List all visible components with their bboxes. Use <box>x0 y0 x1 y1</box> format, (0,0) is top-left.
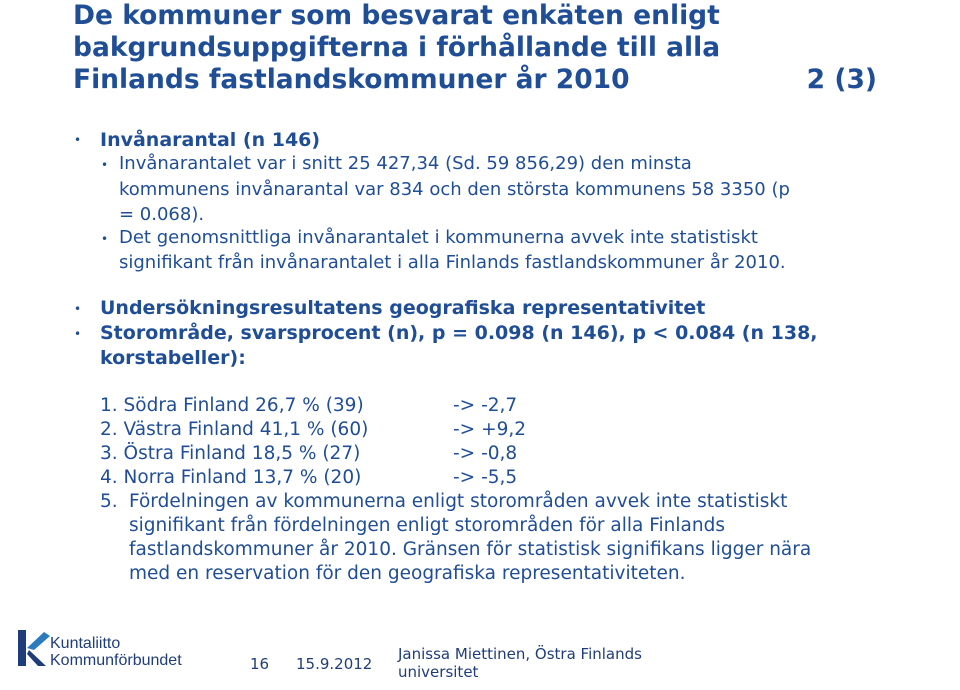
list-item <box>100 466 361 490</box>
list-item-5-line1: Fördelningen av kommunerna enligt storområden avvek inte statistiskt <box>129 491 788 512</box>
list-item-number: 2. <box>100 419 118 440</box>
slide-number: 16 <box>250 655 270 673</box>
arrow-text: -> <box>453 395 476 416</box>
arrow-text: -> <box>453 467 476 488</box>
section2-heading2-line1: Storområde, svarsprocent (n), p = 0.098 (n 146), p < 0.084 (n 138, <box>100 322 818 344</box>
list-item-5-line4: med en reservation för den geografiska representativiteten. <box>129 563 686 584</box>
page-marker: 2 (3) <box>806 64 877 95</box>
section1-bullet1-line2: kommunens invånarantal var 834 och den största kommunens 58 3350 (p <box>119 179 790 200</box>
kuntaliitto-logo-icon <box>14 628 50 668</box>
section2-heading2-line2: korstabeller): <box>100 347 246 369</box>
list-item-number: 1. <box>100 395 118 416</box>
section2-heading1: Undersökningsresultatens geografiska representativitet <box>100 297 706 319</box>
list-item-label: Norra Finland 13,7 % (20) <box>123 467 362 488</box>
section1-bullet1-line3: = 0.068). <box>119 204 205 225</box>
list-item-label: Södra Finland 26,7 % (39) <box>123 395 364 416</box>
list-item-diff <box>453 466 517 490</box>
list-item-number: 4. <box>100 467 118 488</box>
list-item-label: Västra Finland 41,1 % (60) <box>123 419 369 440</box>
bullet-dot: • <box>74 302 82 316</box>
list-item-5-number: 5. <box>100 491 118 512</box>
section1-bullet1-line1: Invånarantalet var i snitt 25 427,34 (Sd. 59 856,29) den minsta <box>119 153 692 174</box>
slide-title <box>73 0 933 96</box>
list-item-diff <box>453 394 517 418</box>
list-item-diff <box>453 418 526 442</box>
bullet-dot: • <box>101 232 109 246</box>
arrow-text: -> <box>453 443 476 464</box>
section1-bullet2-line1: Det genomsnittliga invånarantalet i kommunerna avvek inte statistiskt <box>119 227 758 248</box>
title-line-1: De kommuner som besvarat enkäten enligt <box>73 0 720 31</box>
list-item <box>100 442 360 466</box>
arrow-text: -> <box>453 419 476 440</box>
diff-value: +9,2 <box>481 419 527 440</box>
list-item-number: 3. <box>100 443 118 464</box>
section1-bullet2-line2: signifikant från invånarantalet i alla Finlands fastlandskommuner år 2010. <box>119 252 786 273</box>
list-item-5-line3: fastlandskommuner år 2010. Gränsen för statistisk signifikans ligger nära <box>129 539 812 560</box>
diff-value: -2,7 <box>481 395 518 416</box>
slide-date: 15.9.2012 <box>296 655 373 673</box>
list-item <box>100 394 364 418</box>
logo-text-sv: Kommunförbundet <box>50 652 182 669</box>
title-line-2: bakgrundsuppgifterna i förhållande till alla <box>73 32 721 63</box>
section1-heading: Invånarantal (n 146) <box>100 129 321 151</box>
list-item <box>100 418 368 442</box>
author-line-1: Janissa Miettinen, Östra Finlands <box>398 645 642 663</box>
list-item-5-line2: signifikant från fördelningen enligt storområden för alla Finlands <box>129 515 725 536</box>
logo-text-fi: Kuntaliitto <box>50 635 121 652</box>
list-item-label: Östra Finland 18,5 % (27) <box>123 443 361 464</box>
author-line-2: universitet <box>398 663 479 681</box>
title-line-3: Finlands fastlandskommuner år 2010 <box>73 64 630 95</box>
diff-value: -0,8 <box>481 443 518 464</box>
bullet-dot: • <box>74 327 82 341</box>
bullet-dot: • <box>101 158 109 172</box>
bullet-dot: • <box>74 133 82 147</box>
list-item-diff <box>453 442 517 466</box>
diff-value: -5,5 <box>481 467 518 488</box>
